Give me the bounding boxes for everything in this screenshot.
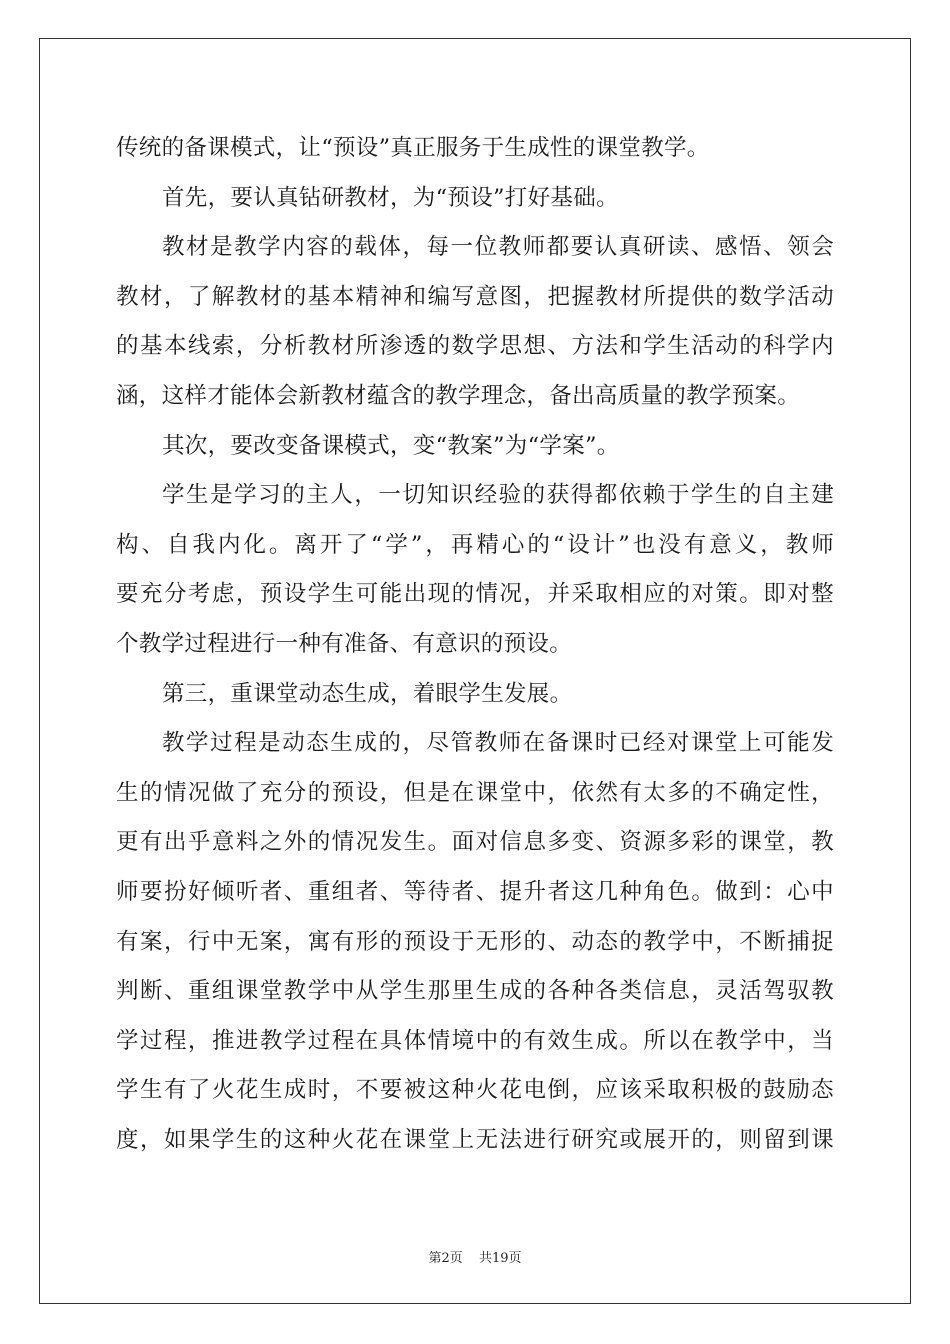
text-line: 的基本线索，分析教材所渗透的数学思想、方法和学生活动的科学内 bbox=[116, 333, 834, 360]
text-line: 更有出乎意料之外的情况发生。面对信息多变、资源多彩的课堂，教 bbox=[116, 829, 834, 856]
text-line: 首先，要认真钻研教材，为“预设”打好基础。 bbox=[162, 184, 619, 211]
text-line: 学生有了火花生成时，不要被这种火花电倒，应该采取积极的鼓励态 bbox=[116, 1077, 834, 1104]
text-line: 其次，要改变备课模式，变“教案”为“学案”。 bbox=[162, 432, 620, 459]
text-line: 传统的备课模式，让“预设”真正服务于生成性的课堂教学。 bbox=[116, 135, 710, 161]
text-line: 教学过程是动态生成的，尽管教师在备课时已经对课堂上可能发 bbox=[162, 730, 834, 757]
text-line: 个教学过程进行一种有准备、有意识的预设。 bbox=[116, 630, 573, 657]
text-line: 教材，了解教材的基本精神和编写意图，把握教材所提供的数学活动 bbox=[116, 283, 834, 310]
page-number: 第2页 bbox=[428, 1251, 463, 1266]
page-total: 共19页 bbox=[478, 1251, 522, 1266]
text-line: 要充分考虑，预设学生可能出现的情况，并采取相应的对策。即对整 bbox=[116, 581, 834, 608]
text-line: 判断、重组课堂教学中从学生那里生成的各种各类信息，灵活驾驭教 bbox=[116, 978, 834, 1005]
text-line: 有案，行中无案，寓有形的预设于无形的、动态的教学中，不断捕捉 bbox=[116, 928, 834, 955]
text-line: 师要扮好倾听者、重组者、等待者、提升者这几种角色。做到：心中 bbox=[116, 878, 834, 905]
document-body bbox=[116, 124, 834, 1165]
page-footer bbox=[0, 1247, 950, 1266]
text-line: 度，如果学生的这种火花在课堂上无法进行研究或展开的，则留到课 bbox=[116, 1126, 834, 1153]
text-line: 学生是学习的主人，一切知识经验的获得都依赖于学生的自主建 bbox=[162, 482, 834, 509]
text-line: 学过程，推进教学过程在具体情境中的有效生成。所以在教学中，当 bbox=[116, 1027, 834, 1054]
text-line: 涵，这样才能体会新教材蕴含的教学理念，备出高质量的教学预案。 bbox=[116, 382, 801, 409]
text-line: 构、自我内化。离开了“学”，再精心的“设计”也没有意义，教师 bbox=[116, 531, 834, 558]
text-line: 生的情况做了充分的预设，但是在课堂中，依然有太多的不确定性， bbox=[116, 779, 834, 806]
text-line: 第三，重课堂动态生成，着眼学生发展。 bbox=[162, 680, 573, 707]
text-line: 教材是教学内容的载体，每一位教师都要认真研读、感悟、领会 bbox=[162, 234, 834, 261]
